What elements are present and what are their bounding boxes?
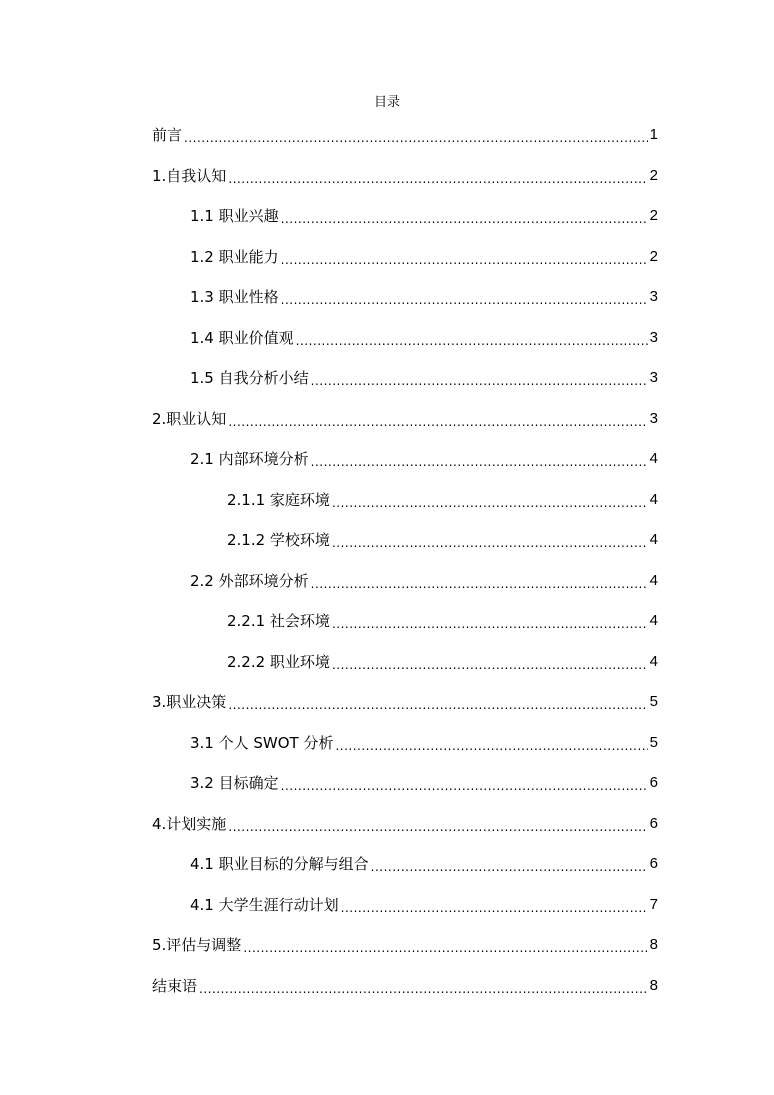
toc-entry-label: 1.自我认知 [152,166,227,185]
toc-entry-page-number: 3 [649,369,658,387]
toc-entry-label: 2.2.2 职业环境 [227,652,330,671]
toc-entry-occupational-environment[interactable] [227,642,658,683]
toc-entry-label: 5.评估与调整 [152,936,242,955]
toc-entry-label: 1.2 职业能力 [190,247,279,266]
toc-entry-career-cognition[interactable] [152,399,658,440]
toc-entry-page-number: 4 [649,652,658,670]
toc-entry-page-number: 4 [649,612,658,630]
toc-entry-page-number: 5 [649,693,658,711]
dot-leader [311,452,648,472]
toc-entry-external-environment[interactable] [190,561,658,602]
dot-leader [332,493,648,513]
toc-entry-page-number: 2 [649,166,658,184]
toc-entry-preface[interactable] [152,115,658,156]
toc-entry-self-analysis-summary[interactable] [190,358,658,399]
toc-entry-social-environment[interactable] [227,601,658,642]
toc-entry-page-number: 8 [649,976,658,994]
toc-entry-career-personality[interactable] [190,277,658,318]
toc-entry-page-number: 4 [649,450,658,468]
dot-leader [332,655,648,675]
toc-entry-label: 2.职业认知 [152,409,227,428]
toc-entry-plan-implementation[interactable] [152,804,658,845]
toc-entry-label: 结束语 [152,976,198,995]
toc-entry-page-number: 2 [649,247,658,265]
toc-entry-page-number: 4 [649,531,658,549]
dot-leader [332,533,648,553]
dot-leader [311,371,648,391]
toc-entry-career-interest[interactable] [190,196,658,237]
dot-leader [335,736,647,756]
toc-entry-label: 4.1 职业目标的分解与组合 [190,855,369,874]
toc-entry-label: 3.2 目标确定 [190,774,279,793]
toc-entry-page-number: 8 [649,936,658,954]
toc-entry-self-awareness[interactable] [152,156,658,197]
dot-leader [371,857,648,877]
dot-leader [332,614,648,634]
toc-entry-page-number: 3 [649,328,658,346]
toc-entry-label: 4.1 大学生涯行动计划 [190,895,339,914]
dot-leader [228,169,647,189]
toc-entry-label: 3.1 个人 SWOT 分析 [190,733,334,752]
dot-leader [281,776,648,796]
dot-leader [281,250,648,270]
toc-entry-page-number: 4 [649,571,658,589]
toc-entry-label: 1.5 自我分析小结 [190,369,309,388]
toc-entry-label: 4.计划实施 [152,814,227,833]
dot-leader [228,412,647,432]
toc-entry-label: 2.1 内部环境分析 [190,450,309,469]
dot-leader [184,128,648,148]
toc-entry-label: 3.职业决策 [152,693,227,712]
toc-entry-page-number: 2 [649,207,658,225]
toc-entry-page-number: 1 [649,126,658,144]
toc-entry-career-decision[interactable] [152,682,658,723]
toc-entry-school-environment[interactable] [227,520,658,561]
dot-leader [243,938,647,958]
toc-entry-career-values[interactable] [190,318,658,359]
dot-leader [281,209,648,229]
dot-leader [296,331,648,351]
toc-entry-page-number: 3 [649,288,658,306]
toc-entry-career-ability[interactable] [190,237,658,278]
dot-leader [199,979,648,999]
toc-entry-family-environment[interactable] [227,480,658,521]
toc-entry-page-number: 6 [649,855,658,873]
toc-entry-page-number: 5 [649,733,658,751]
toc-entry-goal-decomposition[interactable] [190,844,658,885]
dot-leader [311,574,648,594]
toc-entry-conclusion[interactable] [152,966,658,1007]
dot-leader [228,817,647,837]
toc-entry-page-number: 3 [649,409,658,427]
toc-entry-goal-setting[interactable] [190,763,658,804]
toc-entry-page-number: 7 [649,895,658,913]
toc-entry-label: 1.1 职业兴趣 [190,207,279,226]
toc-entry-label: 前言 [152,126,183,145]
toc-entry-label: 2.1.1 家庭环境 [227,490,330,509]
dot-leader [281,290,648,310]
toc-entry-page-number: 6 [649,774,658,792]
toc-entry-label: 2.2.1 社会环境 [227,612,330,631]
toc-entry-page-number: 6 [649,814,658,832]
toc-entry-swot-analysis[interactable] [190,723,658,764]
dot-leader [341,898,648,918]
toc-entry-label: 2.1.2 学校环境 [227,531,330,550]
toc-entry-evaluation-adjustment[interactable] [152,925,658,966]
toc-entry-label: 1.3 职业性格 [190,288,279,307]
dot-leader [228,695,647,715]
toc-entry-internal-environment[interactable] [190,439,658,480]
toc-entry-label: 1.4 职业价值观 [190,328,294,347]
toc-entry-label: 2.2 外部环境分析 [190,571,309,590]
toc-entry-page-number: 4 [649,490,658,508]
toc-entry-action-plan[interactable] [190,885,658,926]
page-title: 目录 [373,95,400,110]
